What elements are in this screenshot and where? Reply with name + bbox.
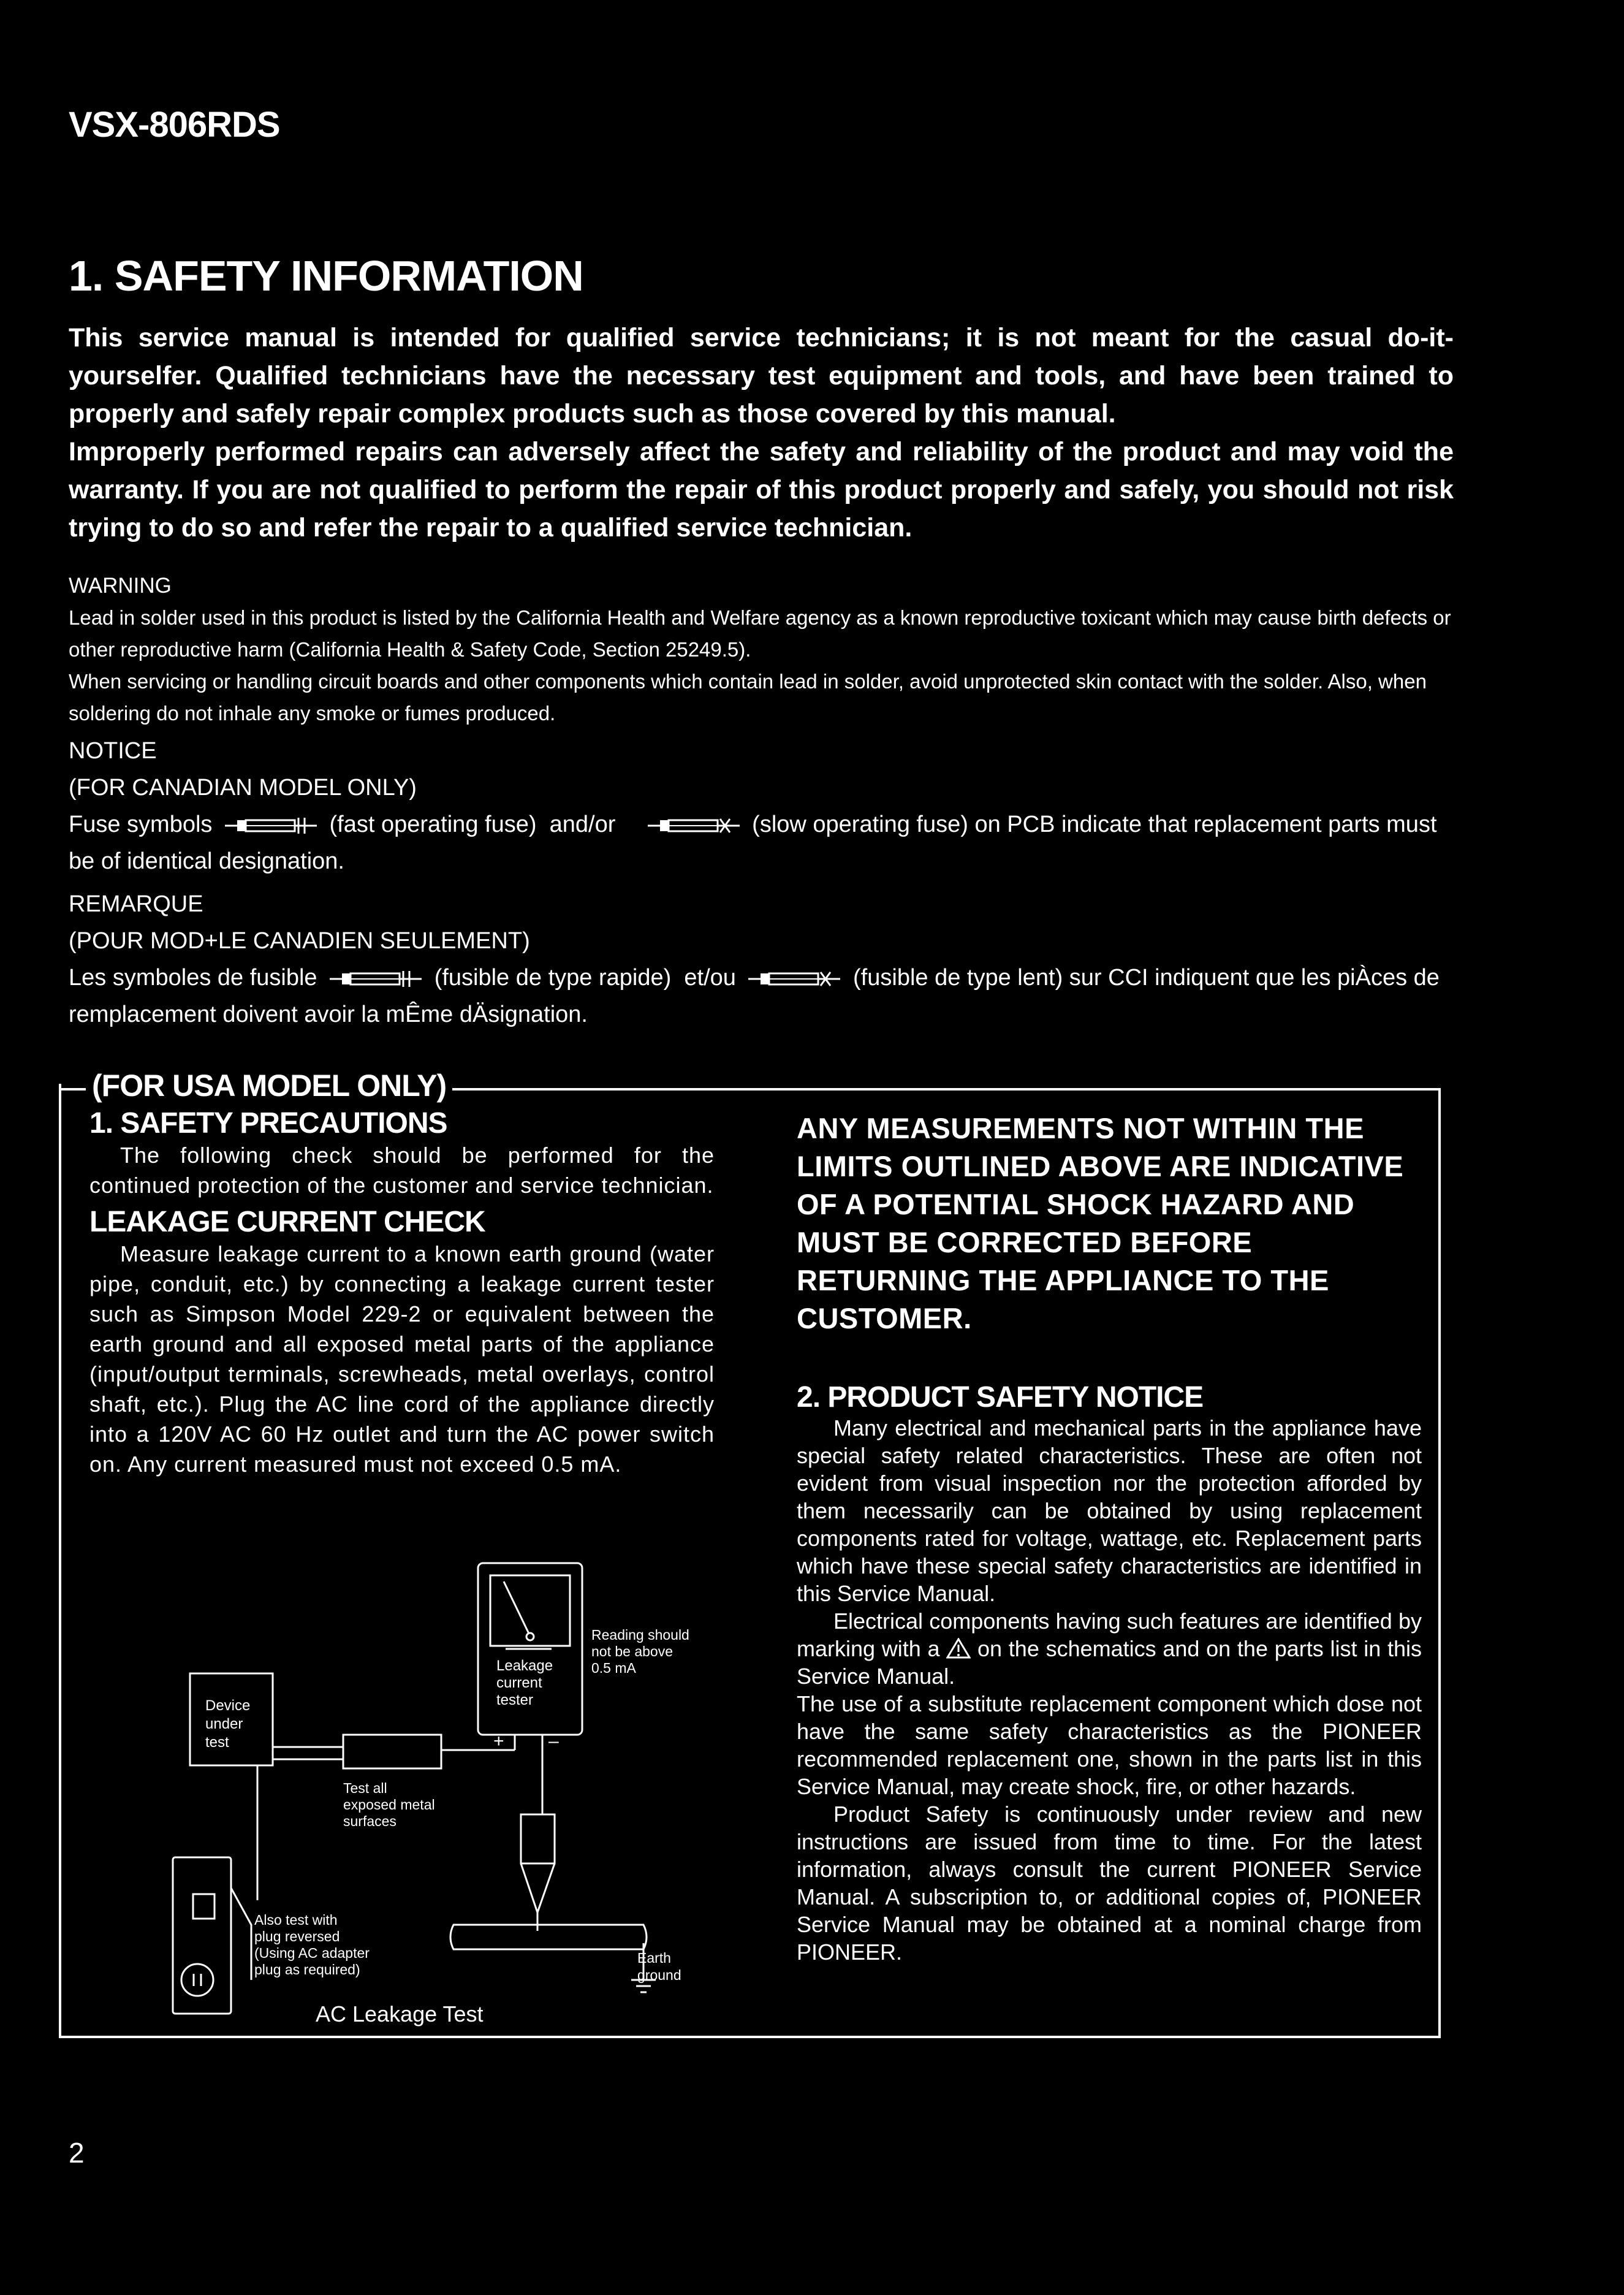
reading-label-3: 0.5 mA <box>591 1660 636 1676</box>
fast-fuse-icon <box>225 816 317 835</box>
warning-text-2: When servicing or handling circuit boards and other components which contain lead in solder, avoid unprotected skin contact with the solder. Also, when soldering do not inhale any smoke or fumes produced. <box>69 670 1427 725</box>
outlet-socket <box>181 1964 213 1996</box>
metal-probe-box <box>343 1735 441 1768</box>
notice-block <box>69 733 1454 1033</box>
remarque-andor: et/ou <box>684 965 736 991</box>
remarque-scope: (POUR MOD+LE CANADIEN SEULEMENT) <box>69 928 530 954</box>
intro-paragraph-2: Improperly performed repairs can adversely affect the safety and reliability of the product and may void the warranty. If you are not qualified to perform the repair of this product properly and safely, you should not risk trying to do so and refer the repair to a qualified service technician. <box>69 437 1454 542</box>
product-paragraph-4: Product Safety is continuously under review and new instructions are issued from time to time. For the latest information, always consult the current PIONEER Service Manual. A subscription to, or additional copies of, PIONEER Service Manual may be obtained at a nominal charge from PIONEER. <box>797 1802 1422 1965</box>
product-paragraph-3: The use of a substitute replacement component which dose not have the same safety characteristics as the PIONEER recommended replacement one, shown in the parts list in this Service Manual, may create shock, fire, or other hazards. <box>797 1691 1422 1799</box>
product-paragraph-2b: on the schematics and on the parts list in this Service Manual. <box>797 1636 1422 1689</box>
leakage-text: Measure leakage current to a known earth ground (water pipe, conduit, etc.) by connecting a leakage current tester such as Simpson Model 229-2 or equivalent between the earth ground and all exposed metal parts of the appliance (input/output terminals, screwheads, metal overlays, control shaft, etc.). Plug the AC line cord of the appliance directly into a 120V AC 60 Hz outlet and turn the AC power switch on. Any current measured must not exceed 0.5 mA. <box>89 1241 715 1477</box>
usa-box-corner <box>59 1084 61 1092</box>
metal-label-1: Test all <box>343 1780 387 1796</box>
remarque-fast: (fusible de type rapide) <box>434 965 672 991</box>
product-safety-column <box>797 1109 1422 1966</box>
device-label-1: Device <box>205 1697 251 1714</box>
reading-label-2: not be above <box>591 1643 674 1659</box>
remarque-fuse-lead: Les symboles de fusible <box>69 965 317 991</box>
notice-label: NOTICE <box>69 738 157 764</box>
remarque-slow: (fusible de type lent) sur CCI indiquent que les piÀces de remplacement doivent avoir la mÊme dÄsignation. <box>69 965 1440 1027</box>
notice-andor: and/or <box>549 812 616 837</box>
product-paragraph-2a: Electrical components having such features are identified by marking with a <box>797 1608 1422 1661</box>
warning-label: WARNING <box>69 574 172 598</box>
shock-warning: ANY MEASUREMENTS NOT WITHIN THE LIMITS OUTLINED ABOVE ARE INDICATIVE OF A POTENTIAL SHOCK HAZARD AND MUST BE CORRECTED BEFORE RETURNING THE APPLIANCE TO THE CUSTOMER. <box>797 1112 1404 1334</box>
earth-pipe <box>450 1925 647 1949</box>
plug-label-2: plug reversed <box>254 1928 340 1944</box>
plug-label-1: Also test with <box>254 1912 338 1928</box>
tester-label-1: Leakage <box>496 1658 553 1674</box>
earth-label-1: Earth <box>637 1950 671 1966</box>
slow-fuse-icon <box>748 970 840 988</box>
precautions-column <box>89 1106 715 1479</box>
warning-text-1: Lead in solder used in this product is listed by the California Health and Welfare agency as a known reproductive toxicant which may cause birth defects or other reproductive harm (California Health & Safety Code, Section 25249.5). <box>69 606 1451 661</box>
tester-label-2: current <box>496 1675 542 1691</box>
warning-block <box>69 570 1454 729</box>
plug-label-3: (Using AC adapter <box>254 1945 370 1961</box>
diagram-caption: AC Leakage Test <box>316 2001 484 2027</box>
metal-label-3: surfaces <box>343 1813 397 1829</box>
leakage-title: LEAKAGE CURRENT CHECK <box>89 1206 485 1238</box>
notice-fast: (fast operating fuse) <box>329 812 537 837</box>
fast-fuse-icon <box>330 970 422 988</box>
remarque-label: REMARQUE <box>69 891 203 917</box>
ac-leakage-test-diagram <box>159 1557 711 2035</box>
device-label-2: under <box>205 1716 243 1732</box>
wall-outlet <box>173 1857 231 2014</box>
notice-fuse-lead: Fuse symbols <box>69 812 213 837</box>
precautions-text: The following check should be performed for the continued protection of the customer and service technician. <box>89 1143 715 1198</box>
device-label-3: test <box>205 1734 229 1751</box>
usa-label: (FOR USA MODEL ONLY) <box>86 1068 452 1103</box>
model-number: VSX-806RDS <box>69 105 280 145</box>
slow-fuse-icon <box>648 816 740 835</box>
tester-plus: + <box>493 1731 504 1751</box>
section-title: 1. SAFETY INFORMATION <box>69 252 583 300</box>
intro-paragraph-1: This service manual is intended for qualified service technicians; it is not meant for the casual do-it-yourselfer. Qualified technicians have the necessary test equipment and tools, and have been trained to properly and safely repair complex products such as those covered by this manual. <box>69 323 1454 428</box>
product-paragraph-1: Many electrical and mechanical parts in the appliance have special safety related characteristics. These are often not evident from visual inspection nor the protection afforded by them necessarily can be obtained by using replacement components rated for voltage, wattage, etc. Replacement parts which have these special safety characteristics are identified in this Service Manual. <box>797 1415 1422 1606</box>
probe-handle <box>521 1814 555 1863</box>
intro-text <box>69 319 1454 547</box>
plug-label-4: plug as required) <box>254 1962 360 1977</box>
notice-scope: (FOR CANADIAN MODEL ONLY) <box>69 775 417 801</box>
remarque-fuse-text <box>69 959 1454 1033</box>
product-paragraph-2 <box>797 1607 1422 1690</box>
safety-warning-icon <box>946 1638 971 1659</box>
metal-label-2: exposed metal <box>343 1797 435 1813</box>
precautions-title: 1. SAFETY PRECAUTIONS <box>89 1107 447 1140</box>
page-number: 2 <box>69 2137 85 2169</box>
tester-label-3: tester <box>496 1692 534 1708</box>
earth-label-2: ground <box>637 1967 681 1983</box>
tester-minus: – <box>548 1731 559 1751</box>
notice-fuse-text <box>69 806 1454 880</box>
tester-meter-face <box>490 1575 570 1646</box>
reading-label-1: Reading should <box>591 1627 689 1643</box>
notice-slow: (slow operating fuse) on PCB indicate that replacement parts must be of identical designation. <box>69 812 1437 874</box>
product-safety-title: 2. PRODUCT SAFETY NOTICE <box>797 1381 1204 1414</box>
